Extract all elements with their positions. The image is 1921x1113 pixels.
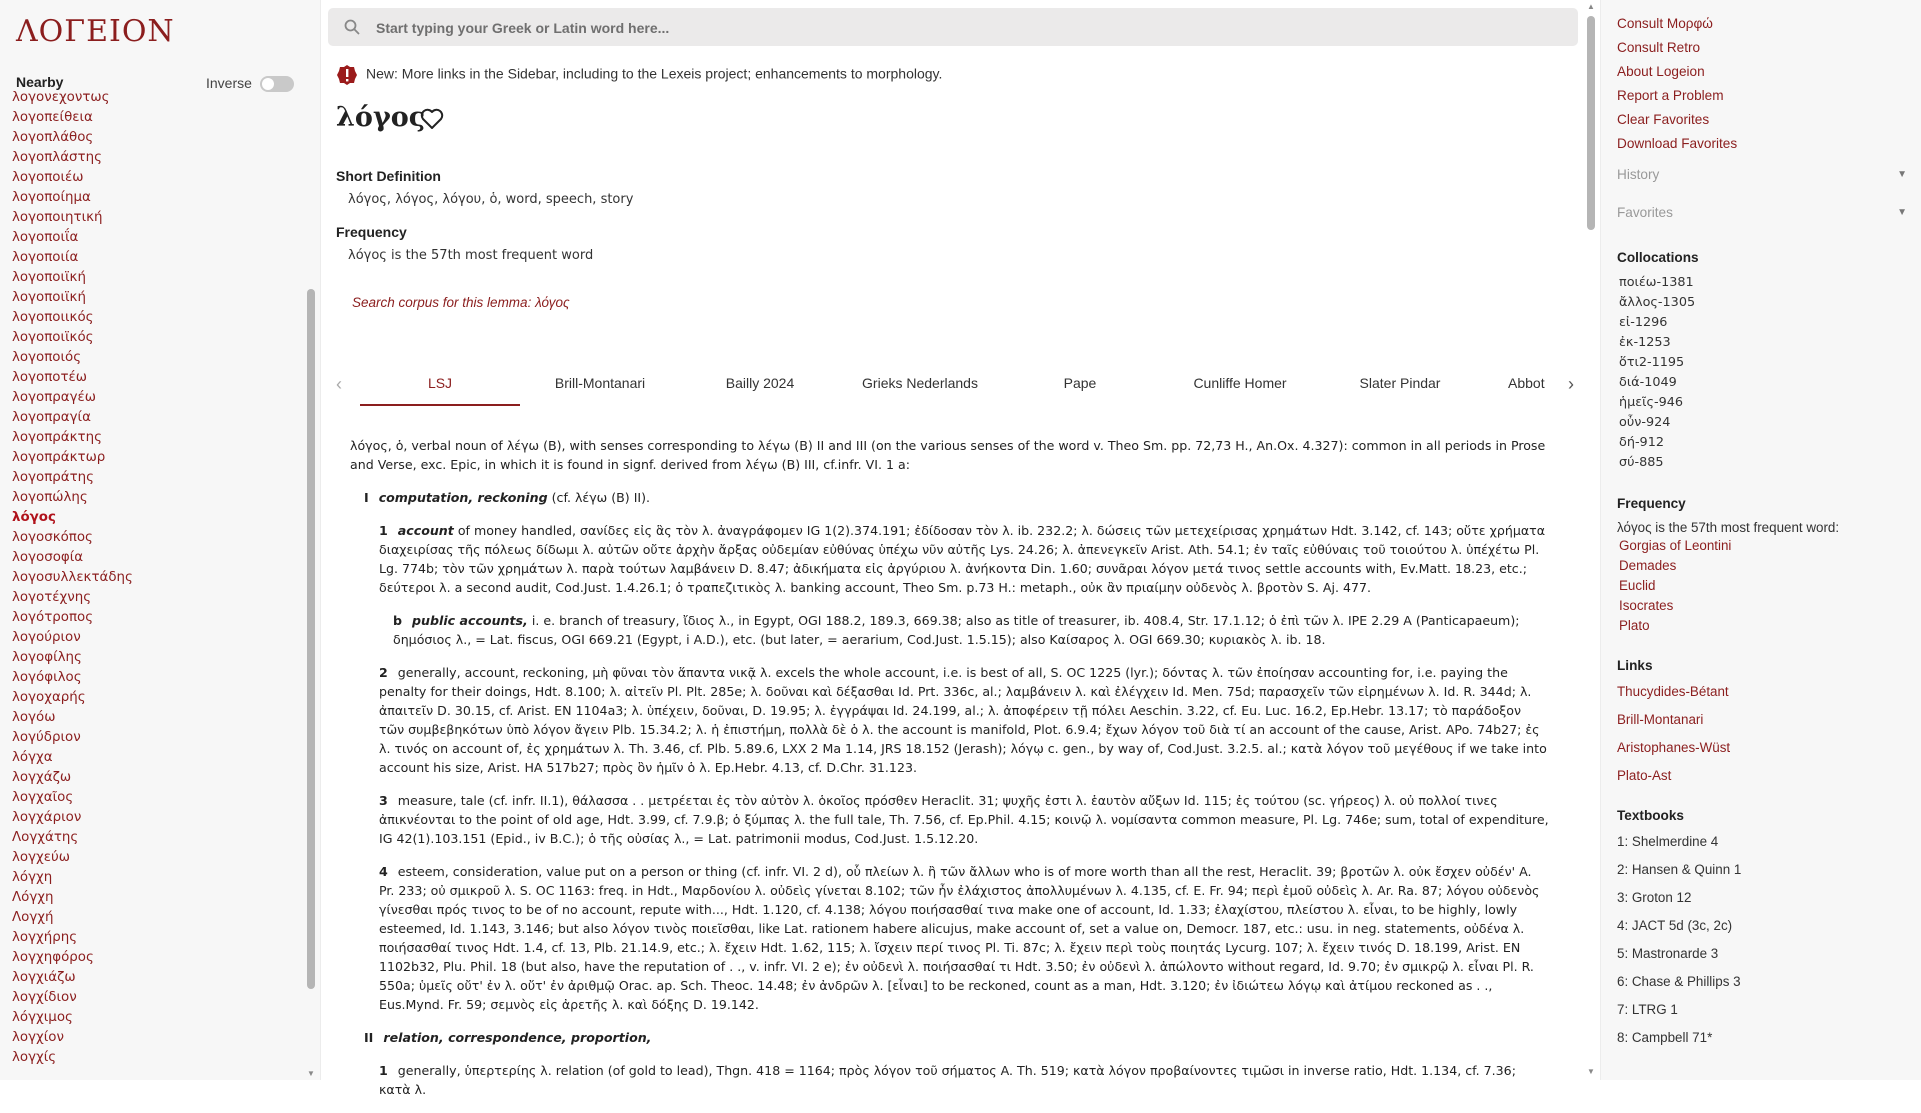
links-heading: Links [1617, 658, 1653, 673]
sense-text: (cf. λέγω (B) II). [547, 490, 651, 505]
nearby-item[interactable]: λογύδριον [12, 730, 81, 745]
nearby-item[interactable]: λογότροπος [12, 610, 94, 625]
chevron-down-icon: ▼ [1897, 169, 1907, 180]
collocation-item[interactable]: ἡμεῖς-946 [1619, 395, 1684, 410]
right-sidebar [1600, 0, 1921, 1080]
nearby-item[interactable]: λογοπραγία [12, 410, 91, 425]
nearby-item[interactable]: Λογχάτης [12, 830, 79, 845]
nearby-scrollbar[interactable] [307, 96, 315, 1080]
short-definition-heading: Short Definition [336, 168, 441, 184]
collocation-item[interactable]: ὅτι2-1195 [1619, 355, 1685, 370]
nearby-item[interactable]: λογούριον [12, 630, 81, 645]
nearby-item[interactable]: λογοποιέω [12, 170, 84, 185]
heart-icon[interactable] [420, 108, 444, 130]
notice-banner [336, 64, 942, 86]
tab-cunliffe-homer[interactable]: Cunliffe Homer [1193, 375, 1287, 391]
download-favorites-link[interactable]: Download Favorites [1617, 136, 1738, 151]
nearby-item[interactable]: λογχηφόρος [12, 950, 94, 965]
headword: λόγος [336, 102, 426, 133]
external-link[interactable]: Plato-Ast [1617, 768, 1672, 783]
textbook-item: 4: JACT 5d (3c, 2c) [1617, 918, 1733, 933]
entry-intro: λόγος, ὁ, verbal noun of λέγω (B), with senses corresponding to λέγω (B) II and III (on the various senses of the word v. Theo Sm. pp. 72,73 H., An.Ox. 4.327): common in all periods in Prose and Verse, exc. Epic, in which it is found in signf. derived from λέγω (B) III, cf.infr. VI. 1 a: [350, 438, 1546, 472]
sense-text: of money handled, σανίδες εἰς ἃς τὸν λ. ἀναγράφομεν IG 1(2).374.191; ἐδίδοσαν τὸν λ. ib. 232.2; λ. δώσεις τῶν μετεχείρισας χρημάτων Hdt. 3.142, cf. 143; οὔτε χρήματα διαχειρίσας τῆς πόλεως δίδωμι λ. αὐτῶν οὔτε ἀρχὴν ἄρξας οὐδεμίαν εὐθύνας ὑπέχω νῦν αὐτῆς Lys. 24.26; λ. ἀπενεγκεῖν Arist. Ath. 54.1; ἐν ταῖς εὐθύναις τοῦ τοιούτου λ. ὑπέχέτω Pl. Lg. 774b; τὸν τῶν χρημάτων λ. παρὰ τούτων λαμβάνειν D. 8.47; ἀδικήματα εἰς ἀργύριου λ. ἀνήκοντα Din. 1.60; συνᾶραι λόγον μετά τινος settle accounts with, Ev.Matt. 18.23, etc.; δεύτεροι λ. a second audit, Cod.Just. 1.4.26.1; ὁ τραπεζιτικὸς λ. banking account, Theo Sm. p.73 H.: metaph., οὐκ ἂν πριαίμην οὐδενὸς λ. βροτὸν S. Aj. 477. [379, 523, 1546, 595]
nearby-item[interactable]: λογχάριον [12, 810, 82, 825]
frequency-text: λόγος is the 57th most frequent word [348, 248, 594, 263]
tab-slater-pindar[interactable]: Slater Pindar [1359, 375, 1441, 391]
chevron-right-icon[interactable]: › [1568, 374, 1574, 394]
collocation-item[interactable]: ἄλλος-1305 [1619, 295, 1696, 310]
left-sidebar [0, 0, 321, 1080]
sense-I [364, 488, 1550, 507]
nearby-item[interactable]: λόγχα [12, 750, 53, 765]
tab-grieks-nederlands[interactable]: Grieks Nederlands [862, 375, 978, 391]
external-link[interactable]: Thucydides-Bétant [1617, 684, 1729, 699]
nearby-item[interactable]: λογοσυλλεκτάδης [12, 570, 133, 585]
history-label: History [1617, 167, 1660, 182]
frequency-text: λόγος is the 57th most frequent word: [1617, 520, 1840, 535]
sense-number: II [364, 1030, 374, 1045]
nearby-item[interactable]: λογοποτέω [12, 370, 88, 385]
nearby-item[interactable]: λογόφιλος [12, 670, 82, 685]
nearby-item[interactable]: λογχίδιον [12, 990, 77, 1005]
links-list [1617, 678, 1730, 790]
tab-brill-montanari[interactable]: Brill-Montanari [554, 375, 646, 391]
nearby-list[interactable] [0, 90, 302, 1080]
textbook-item: 3: Groton 12 [1617, 890, 1692, 905]
main-content [320, 0, 1582, 1097]
collocations-heading: Collocations [1617, 250, 1699, 265]
scrollbar-thumb[interactable] [1587, 16, 1595, 230]
textbook-item: 6: Chase & Phillips 3 [1617, 974, 1741, 989]
consult-retro-link[interactable]: Consult Retro [1617, 40, 1701, 55]
collocation-item[interactable]: οὖν-924 [1619, 415, 1671, 430]
active-tab-indicator [360, 404, 520, 406]
history-dropdown[interactable] [1617, 167, 1907, 182]
scroll-down-arrow-icon[interactable]: ▼ [1587, 1067, 1595, 1076]
nearby-item[interactable]: λόγχιμος [12, 1010, 73, 1025]
clear-favorites-link[interactable]: Clear Favorites [1617, 112, 1710, 127]
sense-label: account [397, 523, 454, 538]
textbooks-heading: Textbooks [1617, 808, 1684, 823]
collocation-item[interactable]: ποιέω-1381 [1619, 275, 1694, 290]
tab-abbot[interactable]: Abbot [1508, 375, 1545, 391]
chevron-down-icon: ▼ [1897, 207, 1907, 218]
nearby-item[interactable]: λογχάζω [12, 770, 72, 785]
sense-number: 1 [379, 523, 388, 538]
frequency-heading: Frequency [336, 224, 407, 240]
scroll-down-arrow-icon[interactable]: ▼ [307, 1069, 315, 1078]
nearby-item[interactable]: λογχεύω [12, 850, 70, 865]
nearby-item[interactable]: λογοσκόπος [12, 530, 93, 545]
collocation-item[interactable]: ἐκ-1253 [1619, 335, 1671, 350]
frequency-author-link[interactable]: Euclid [1619, 578, 1656, 593]
sense-II [364, 1028, 1550, 1047]
nearby-item[interactable]: λογοποιϊκός [12, 330, 94, 345]
textbook-item: 8: Campbell 71* [1617, 1030, 1713, 1045]
alert-icon [336, 64, 358, 86]
nearby-item[interactable]: λογοποιΐα [12, 230, 79, 245]
nearby-item[interactable]: λογχιάζω [12, 970, 76, 985]
sense-text: measure, tale (cf. infr. II.1), θάλασσα . . μετρέεται ἐς τὸν αὐτὸν λ. ὁκοῖος πρόσθεν Heraclit. 31; ψυχῆς ἐστι λ. ἑαυτὸν αὔξων Id. 115; ἐς τούτου (sc. γήρεος) λ. οὐ πολλοί τινες ἀπικνέονται to the point of old age, Hdt. 3.99, cf. 7.9.β; ὁ ξύμπας λ. the full tale, Th. 7.56, cf. Ep.Phil. 4.15; κοινῷ λ. νομίσαντα common measure, Pl. Lg. 746e; sum, total of expenditure, IG 42(1).103.151 (Epid., iv B.C.); ὁ τῆς οὐσίας λ., = Lat. patrimonii modus, Cod.Just. 1.5.12.20. [379, 793, 1549, 846]
nearby-item[interactable]: λόγχη [12, 870, 53, 885]
textbook-item: 7: LTRG 1 [1617, 1002, 1678, 1017]
nearby-item[interactable]: λογοπράκτωρ [12, 450, 106, 465]
search-bar[interactable] [328, 8, 1578, 46]
short-definition-text: λόγος, λόγος, λόγου, ὁ, word, speech, story [348, 192, 634, 207]
tab-pape[interactable]: Pape [1063, 375, 1097, 391]
sense-label: computation, reckoning [378, 490, 548, 505]
nearby-item[interactable]: λογοποίημα [12, 190, 91, 205]
sense-number: I [364, 490, 369, 505]
nearby-item[interactable]: λογοχαρής [12, 690, 86, 705]
sense-label: relation, correspondence, proportion, [383, 1030, 652, 1045]
external-link[interactable]: Aristophanes-Wüst [1617, 740, 1731, 755]
nearby-item[interactable]: λογοπλάθος [12, 130, 94, 145]
nearby-item[interactable]: λογχήρης [12, 930, 78, 945]
sense-II-1 [379, 1061, 1550, 1099]
nearby-item[interactable]: λογοποιϊκή [12, 290, 86, 305]
sense-number: 1 [379, 1063, 388, 1078]
chevron-left-icon[interactable]: ‹ [336, 374, 342, 394]
search-corpus-link[interactable]: Search corpus for this lemma: λόγος [352, 295, 570, 310]
nearby-item[interactable]: λογοποιία [12, 250, 79, 265]
collocation-item[interactable]: διά-1049 [1619, 375, 1677, 390]
nearby-item[interactable]: λογοπείθεια [12, 110, 93, 125]
nearby-item[interactable]: λογοποιητική [12, 210, 103, 225]
sense-number: 3 [379, 793, 388, 808]
sense-text: esteem, consideration, value put on a person or thing (cf. infr. VI. 2 d), οὗ πλείων λ. ἢ τῶν ἄλλων who is of more worth than all the rest, Heraclit. 39; βροτῶν λ. οὐκ ἔσχεν οὐδέν' A. Pr. 233; οὐ σμικροῦ λ. S. OC 1163: freq. in Hdt., Μαρδονίου λ. οὐδεὶς γίνεται 8.102; τῶν ἦν ἐλάχιστος ἀπολλυμένων λ. 4.135, cf. E. Fr. 94; περὶ ἐμοῦ οὐδεὶς λ. Ar. Ra. 87; λόγου οὐδενὸς γίνεσθαι πρός τινος to be of no account, repute with..., Hdt. 1.120, cf. 4.138; λόγου ποιήσασθαί τινα make one of account, Id. 1.33; ἐλαχίστου, πλείστου λ. εἶναι, to be highly, lowly esteemed, Id. 1.143, 3.146; but also λόγον τινὸς ποιεῖσθαι, like Lat. rationem habere alicujus, make account of, set a value on, Democr. 187, etc.: usu. in neg. statements, οὐδένα λ. ποιήσασθαί τινος Hdt. 1.4, cf. 13, Plb. 21.14.9, etc.; λ. ἔχειν Hdt. 1.62, 115; λ. ἴσχειν περί τινος Pl. Ti. 87c; λ. ἔχειν περὶ τοὺς ποιητάς Lycurg. 107; λ. ἔχειν τινός D. 18.199, Arist. EN 1102b32, Plu. Phil. 18 (but also, have the reputation of . ., v. infr. VI. 2 e); ἐν οὐδενὶ λ. ποιήσασθαί τι Hdt. 3.50; ἐν οὐδενὶ λ. ἀπώλοντο without regard, Id. 9.70; ἐν σμικρῷ λ. εἶναι Pl. R. 550a; ὑμεῖς οὔτ' ἐν λ. οὔτ' ἐν ἀριθμῷ Orac. ap. Sch. Theoc. 14.48; ἐν ἀνδρῶν λ. [εἶναι] to be reckoned, count as a man, Hdt. 3.120; ἐν ἰδιώτεω λόγῳ καὶ ἀτίμου reckoned as . ., Eus.Mynd. Fr. 59; σεμνὸς εἰς ἀρετῆς λ. καὶ δόξης D. 19.142. [379, 864, 1540, 1012]
frequency-author-link[interactable]: Plato [1619, 618, 1650, 633]
textbook-item: 1: Shelmerdine 4 [1617, 834, 1719, 849]
favorites-dropdown[interactable] [1617, 205, 1907, 220]
inverse-label: Inverse [206, 75, 252, 91]
sense-I-1-b [393, 611, 1550, 649]
nearby-item[interactable]: λογχαῖος [12, 790, 74, 805]
textbooks-list [1617, 828, 1741, 1052]
search-input[interactable] [374, 16, 1478, 40]
nearby-item[interactable]: λογχίς [12, 1050, 57, 1065]
logo[interactable]: ΛΟΓΕΙΟΝ [16, 14, 175, 49]
nearby-item[interactable]: λογοτέχνης [12, 590, 92, 605]
about-logeion-link[interactable]: About Logeion [1617, 64, 1705, 79]
nearby-item[interactable]: λογοσοφία [12, 550, 84, 565]
nearby-item[interactable]: λογχίον [12, 1030, 64, 1045]
sense-number: 2 [379, 665, 388, 680]
external-link[interactable]: Brill-Montanari [1617, 712, 1704, 727]
nearby-item[interactable]: λογοφίλης [12, 650, 82, 665]
nearby-item[interactable]: λογοπλάστης [12, 150, 102, 165]
textbook-item: 2: Hansen & Quinn 1 [1617, 862, 1742, 877]
sense-I-1 [379, 521, 1550, 597]
tab-bailly-2024[interactable]: Bailly 2024 [725, 375, 795, 391]
main-scrollbar[interactable] [1585, 0, 1597, 1080]
nearby-item[interactable]: λογοποιός [12, 350, 82, 365]
nearby-item[interactable]: Λόγχη [12, 890, 54, 905]
sense-number: 4 [379, 864, 388, 879]
sense-text: i. e. branch of treasury, ἴδιος λ., in Egypt, OGI 188.2, 189.3, 669.38; also as title of treasurer, ib. 408.4, Str. 17.1.12; ὁ ἐπὶ τῶν λ. IPE 2.29 A (Panticapaeum); δημόσιος λ., = Lat. fiscus, OGI 669.21 (Egypt, i A.D.), etc. (but later, = aerarium, Cod.Just. 1.5.15); also Καίσαρος λ. OGI 669.30; κυριακὸς λ. ib. 18. [393, 613, 1520, 647]
frequency-author-link[interactable]: Isocrates [1619, 598, 1674, 613]
textbook-item: 5: Mastronarde 3 [1617, 946, 1719, 961]
search-icon [344, 19, 360, 35]
nearby-item[interactable]: λογοποιϊκή [12, 270, 86, 285]
nearby-item[interactable]: λογοποιικός [12, 310, 94, 325]
sense-text: generally, account, reckoning, μὴ φῦναι τὸν ἅπαντα νικᾷ λ. excels the whole account, i.e. is best of all, S. OC 1225 (lyr.); δόντας λ. τῶν ἐποίησαν accounting for, i.e. paying the penalty for their doings, Hdt. 8.100; λ. αἰτεῖν Pl. Plt. 285e; λ. δοῦναι καὶ δέξασθαι Id. Prt. 336c, al.; λαμβάνειν λ. καὶ ἐλέγχειν Id. Men. 75d; παρασχεῖν τῶν εἰρημένων λ. Id. R. 344d; λ. ἀπαιτεῖν D. 30.15, cf. Arist. EN 1104a3; λ. ὑπέχειν, δοῦναι, D. 19.95; λ. ἐγγράψαι Id. 24.199, al.; λ. ἀποφέρειν τῇ πόλει Aeschin. 3.22, cf. Eu. Luc. 16.2, Ep.Hebr. 13.17; τὸ παράδοξον τῶν συμβεβηκότων ὑπὸ λόγον ἄγειν Plb. 15.34.2; λ. ἡ ἐπιστήμη, πολλὰ δὲ ὁ λ. the account is manifold, Plot. 6.9.4; ἔχων λόγον τοῦ διὰ τί an account of the cause, Arist. APo. 74b27; ἐς λ. τινός on account of, ἐς χρημάτων λ. Th. 3.46, cf. Plb. 5.89.6, LXX 2 Ma 1.14, JRS 18.152 (Jerash); λόγῳ c. gen., by way of, Cod.Just. 3.2.5. al.; κατὰ λόγον τοῦ μεγέθους if we take into account his size, Arist. HA 517b27; πρὸς ὃν ἡμῖν ὁ λ. Ep.Hebr. 4.13, cf. D.Chr. 31.123. [379, 665, 1547, 775]
dictionary-tabs [336, 366, 1576, 406]
favorites-label: Favorites [1617, 205, 1673, 220]
sense-I-2 [379, 663, 1550, 777]
frequency-author-link[interactable]: Demades [1619, 558, 1677, 573]
nearby-item[interactable]: λογοπραγέω [12, 390, 96, 405]
nearby-item[interactable]: λογονεχοντως [12, 90, 110, 105]
nearby-list-inner [12, 88, 133, 1068]
scrollbar-thumb[interactable] [307, 289, 315, 989]
frequency-authors-list [1617, 536, 1731, 636]
collocation-item[interactable]: σύ-885 [1619, 455, 1664, 470]
nearby-heading: Nearby [16, 74, 64, 90]
tab-lsj[interactable]: LSJ [427, 375, 453, 391]
nearby-item[interactable]: Λογχή [12, 910, 54, 925]
notice-text: New: More links in the Sidebar, including to the Lexeis project; enhancements to morphology. [366, 65, 943, 82]
scroll-up-arrow-icon[interactable]: ▲ [1587, 2, 1595, 11]
lsj-entry [350, 436, 1550, 1113]
consult-morpho-link[interactable]: Consult Μορφώ [1617, 16, 1713, 31]
inverse-toggle[interactable] [260, 76, 294, 92]
frequency-heading: Frequency [1617, 496, 1686, 511]
report-problem-link[interactable]: Report a Problem [1617, 88, 1724, 103]
nearby-item[interactable]: λογόω [12, 710, 56, 725]
collocations-list [1617, 273, 1695, 473]
collocation-item[interactable]: εἰ-1296 [1619, 315, 1668, 330]
collocation-item[interactable]: δή-912 [1619, 435, 1664, 450]
frequency-author-link[interactable]: Gorgias of Leontini [1619, 538, 1732, 553]
sense-number: b [393, 613, 403, 628]
nearby-item[interactable]: λογοπώλης [12, 490, 88, 505]
sense-label: public accounts, [412, 613, 528, 628]
nearby-item[interactable]: λογοπράτης [12, 470, 95, 485]
sense-I-4 [379, 862, 1550, 1014]
sense-I-3 [379, 791, 1550, 848]
toggle-knob [262, 78, 274, 90]
nearby-item[interactable]: λόγος [12, 510, 56, 525]
nearby-item[interactable]: λογοπράκτης [12, 430, 102, 445]
sense-text: generally, ὑπερτερίης λ. relation (of gold to lead), Thgn. 418 = 1164; πρὸς λόγον τοῦ σήματος A. Th. 519; κατὰ λόγον προβαίνοντες τιμῶσι in inverse ratio, Hdt. 1.134, cf. 7.36; κατὰ λ. [379, 1063, 1516, 1097]
